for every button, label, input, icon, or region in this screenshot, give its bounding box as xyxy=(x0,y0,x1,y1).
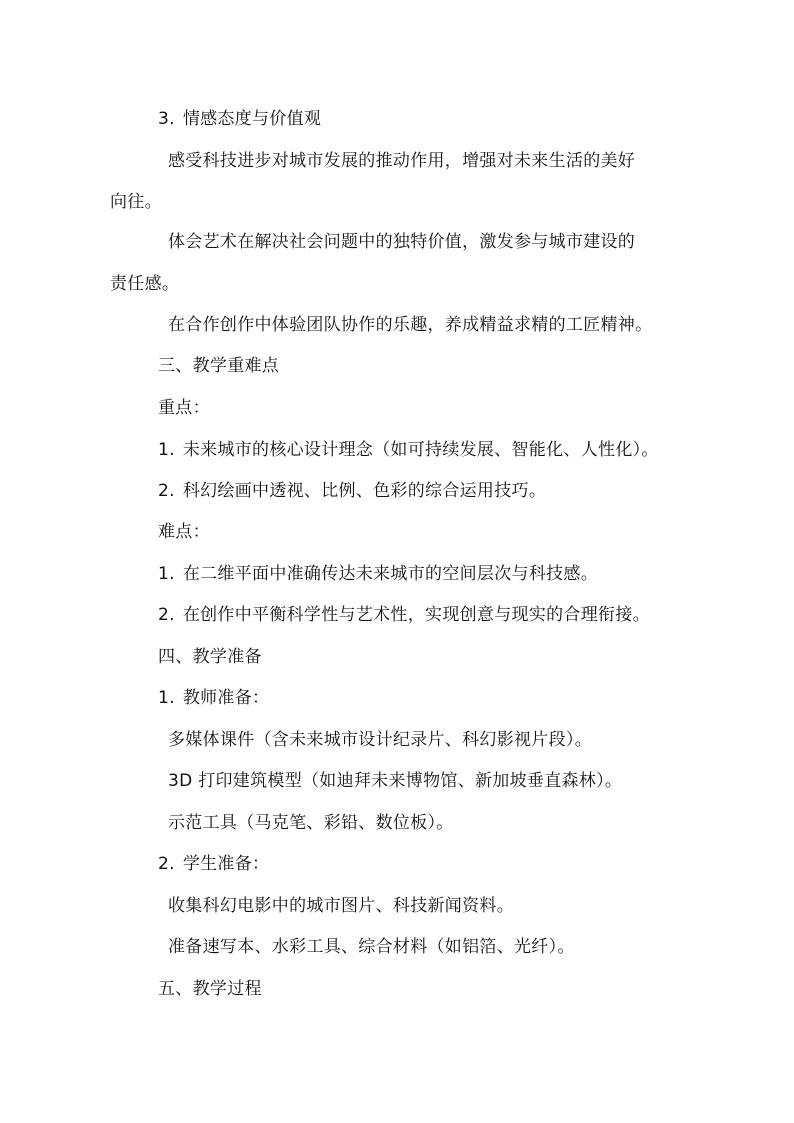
key-item-1-number: 1. xyxy=(158,440,175,460)
diff-item-1 xyxy=(158,563,598,585)
key-label: 重点： xyxy=(158,398,210,418)
diff-item-1-number: 1. xyxy=(158,564,175,584)
teacher-prep-label: 教师准备： xyxy=(182,688,270,708)
teacher-prep-item-2: 3D 打印建筑模型（如迪拜未来博物馆、新加坡垂直森林）。 xyxy=(168,771,623,791)
process-heading: 五、教学过程 xyxy=(158,979,262,999)
affective-para2-line1: 体会艺术在解决社会问题中的独特价值，激发参与城市建设的 xyxy=(168,232,636,252)
affective-heading-number: 3. xyxy=(158,109,175,129)
affective-heading xyxy=(158,108,321,130)
diff-label: 难点： xyxy=(158,522,210,542)
key-item-1-text: 未来城市的核心设计理念（如可持续发展、智能化、人性化）。 xyxy=(182,440,659,460)
student-prep-heading xyxy=(158,853,269,875)
teacher-prep-item-3: 示范工具（马克笔、彩铅、数位板）。 xyxy=(168,813,454,833)
student-prep-label: 学生准备： xyxy=(182,854,270,874)
affective-para1-line2: 向往。 xyxy=(110,192,162,212)
teacher-prep-item-1: 多媒体课件（含未来城市设计纪录片、科幻影视片段）。 xyxy=(168,730,592,750)
affective-para1-line1: 感受科技进步对城市发展的推动作用，增强对未来生活的美好 xyxy=(168,151,636,171)
key-item-2 xyxy=(158,480,546,502)
diff-item-2 xyxy=(158,604,650,626)
diff-item-1-text: 在二维平面中准确传达未来城市的空间层次与科技感。 xyxy=(182,564,599,584)
teacher-prep-number: 1. xyxy=(158,688,175,708)
diff-item-2-number: 2. xyxy=(158,605,175,625)
affective-heading-text: 情感态度与价值观 xyxy=(182,109,322,129)
prep-heading: 四、教学准备 xyxy=(158,647,262,667)
student-prep-item-2: 准备速写本、水彩工具、综合材料（如铝箔、光纤）。 xyxy=(168,937,575,957)
key-item-1 xyxy=(158,439,659,461)
affective-para3: 在合作创作中体验团队协作的乐趣，养成精益求精的工匠精神。 xyxy=(168,315,653,335)
student-prep-item-1: 收集科幻电影中的城市图片、科技新闻资料。 xyxy=(168,896,514,916)
key-item-2-text: 科幻绘画中透视、比例、色彩的综合运用技巧。 xyxy=(182,481,547,501)
affective-para2-line2: 责任感。 xyxy=(110,274,180,294)
keypoints-heading: 三、教学重难点 xyxy=(158,356,280,376)
teacher-prep-heading xyxy=(158,687,269,709)
diff-item-2-text: 在创作中平衡科学性与艺术性，实现创意与现实的合理衔接。 xyxy=(182,605,650,625)
key-item-2-number: 2. xyxy=(158,481,175,501)
student-prep-number: 2. xyxy=(158,854,175,874)
